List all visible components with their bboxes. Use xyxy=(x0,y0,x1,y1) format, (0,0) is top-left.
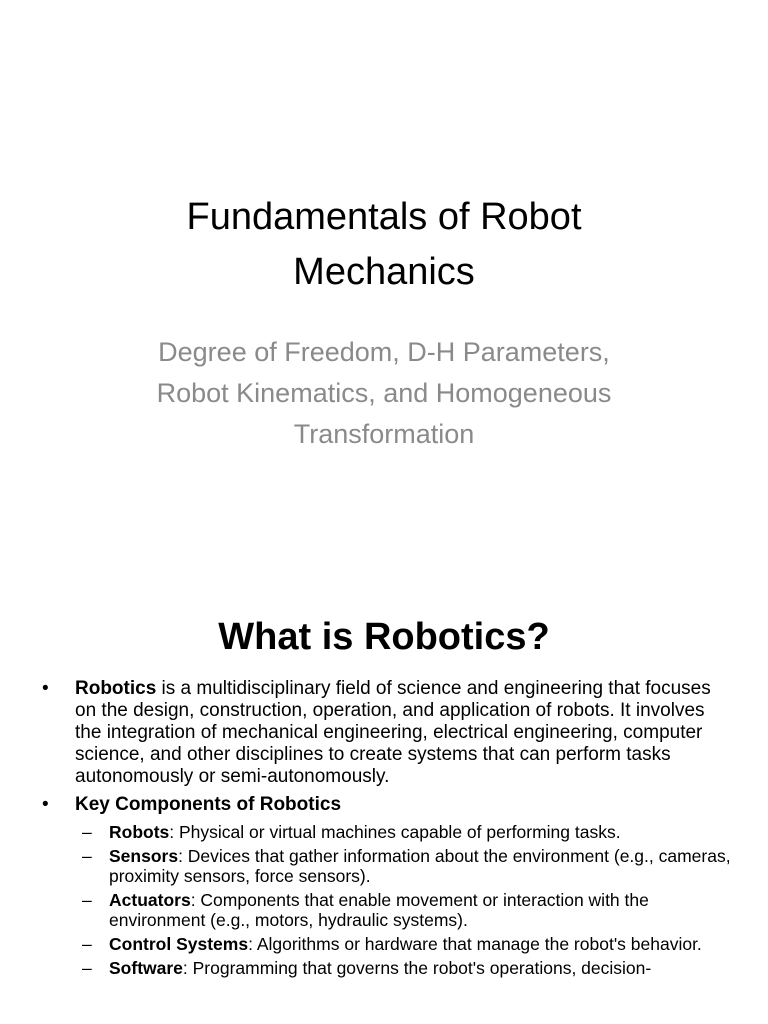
sub-bullet-mark: – xyxy=(82,890,92,910)
sub-item-robots xyxy=(82,822,732,842)
sub-item-control-systems xyxy=(82,934,732,954)
sub-bullet-mark: – xyxy=(82,822,92,842)
presentation-title xyxy=(0,190,768,300)
bullet-key-components xyxy=(42,794,732,816)
sub-item-text: : Algorithms or hardware that manage the robot's behavior. xyxy=(248,934,702,954)
sub-bullet-mark: – xyxy=(82,846,92,866)
content-slide xyxy=(0,576,768,1024)
bullet-mark: • xyxy=(42,794,49,815)
presentation-subtitle xyxy=(60,332,708,455)
sub-item-term: Software xyxy=(109,958,183,978)
slide-body xyxy=(42,678,732,982)
bullet-term: Robotics xyxy=(75,678,157,699)
bullet-robotics-definition xyxy=(42,678,732,788)
sub-bullet-mark: – xyxy=(82,958,92,978)
sub-item-term: Sensors xyxy=(109,846,179,866)
sub-item-sensors xyxy=(82,846,732,886)
subtitle-line-3: Transformation xyxy=(293,419,475,449)
title-line-1: Fundamentals of Robot xyxy=(186,196,582,238)
sub-item-text: : Physical or virtual machines capable of performing tasks. xyxy=(169,822,621,842)
sub-item-text: : Devices that gather information about the environment (e.g., cameras, proximity sensors, force sensors). xyxy=(109,846,731,886)
sub-item-software xyxy=(82,958,732,978)
subtitle-line-2: Robot Kinematics, and Homogeneous xyxy=(156,378,612,408)
title-line-2: Mechanics xyxy=(293,251,475,293)
bullet-description: is a multidisciplinary field of science and engineering that focuses on the design, construction, operation, and application of robots. It involves the integration of mechanical engineering, electrical engineering, computer science, and other disciplines to create systems that can perform tasks autonomously or semi-autonomously. xyxy=(75,678,711,787)
slide-heading: What is Robotics? xyxy=(218,616,550,658)
sub-item-text: : Components that enable movement or interaction with the environment (e.g., motors, hydraulic systems). xyxy=(109,890,649,930)
subtitle-line-1: Degree of Freedom, D-H Parameters, xyxy=(158,337,610,367)
sub-item-term: Control Systems xyxy=(109,934,249,954)
sub-item-term: Robots xyxy=(109,822,170,842)
sub-item-actuators xyxy=(82,890,732,930)
bullet-mark: • xyxy=(42,678,49,699)
bullet-label: Key Components of Robotics xyxy=(75,794,342,815)
sub-item-text: : Programming that governs the robot's operations, decision- xyxy=(182,958,652,978)
bullet-text xyxy=(75,678,732,788)
sub-bullet-mark: – xyxy=(82,934,92,954)
sub-item-term: Actuators xyxy=(109,890,191,910)
